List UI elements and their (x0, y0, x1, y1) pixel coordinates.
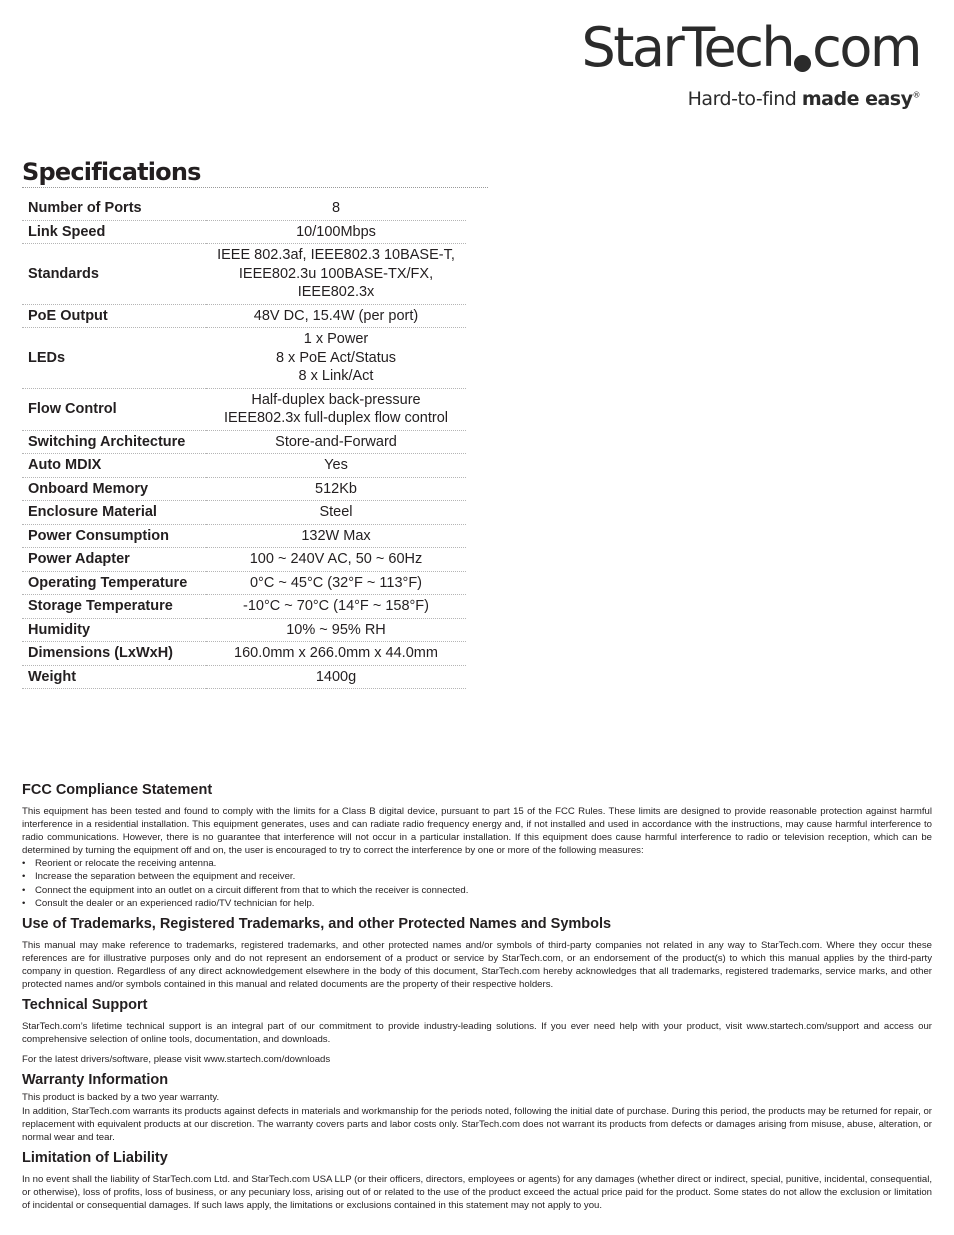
liability-heading: Limitation of Liability (22, 1149, 168, 1166)
warranty-line1: This product is backed by a two year warranty. (22, 1092, 220, 1104)
list-item: • Consult the dealer or an experienced radio/TV technician for help. (22, 897, 932, 910)
spec-value (206, 524, 466, 548)
legal-section (22, 781, 932, 1212)
spec-value-line: 8 x PoE Act/Status (275, 349, 397, 366)
spec-label: Weight (22, 665, 206, 689)
tagline-bold: made easy (801, 88, 913, 110)
fcc-body: This equipment has been tested and found to comply with the limits for a Class B digital device, pursuant to part 15 of the FCC Rules. These limits are designed to provide reasonable protection against harmful interference in a residential installation. This equipment generates, uses and can radiate radio frequency energy and, if not installed and used in accordance with the instructions, may cause harmful interference to radio communications. However, there is no guarantee that interference will not occur in a particular installation. If this equipment does cause harmful interference to radio or television reception, which can be determined by turning the equipment off and on, the user is encouraged to try to correct the interference by one or more of the following measures: (22, 806, 932, 857)
table-row (22, 220, 466, 244)
fcc-section (22, 781, 932, 910)
logo-dot-icon (794, 55, 811, 72)
spec-label: Dimensions (LxWxH) (22, 642, 206, 666)
trademarks-section (22, 915, 932, 991)
spec-value-line: IEEE 802.3af, IEEE802.3 10BASE-T, (217, 247, 455, 263)
liability-section (22, 1149, 932, 1212)
logo-name-part2: com (812, 16, 920, 79)
spec-value-line: -10°C ~ 70°C (14°F ~ 158°F) (243, 598, 429, 614)
support-heading: Technical Support (22, 997, 148, 1014)
spec-value (206, 328, 466, 389)
spec-value-line: Steel (319, 504, 353, 520)
spec-value-line: Half-duplex back-pressure (251, 391, 421, 408)
spec-value-line: 8 (331, 200, 341, 216)
spec-value-line: 512Kb (315, 480, 357, 497)
spec-label: Flow Control (22, 388, 206, 430)
spec-value-line: 48V DC, 15.4W (per port) (253, 307, 419, 324)
logo-wordmark (581, 18, 920, 78)
spec-value-line: 1400g (315, 668, 357, 685)
spec-value (206, 244, 466, 305)
spec-value-line: 8 x Link/Act (298, 368, 374, 384)
spec-label: Auto MDIX (22, 454, 206, 478)
spec-value (206, 548, 466, 572)
spec-label: Switching Architecture (22, 430, 206, 454)
spec-label: Onboard Memory (22, 477, 206, 501)
spec-value-line: 10/100Mbps (296, 223, 376, 240)
fcc-heading: FCC Compliance Statement (22, 782, 213, 798)
table-row (22, 388, 466, 430)
spec-value (206, 618, 466, 642)
spec-value-line: Store-and-Forward (275, 433, 397, 450)
liability-body: In no event shall the liability of StarTech.com Ltd. and StarTech.com USA LLP (or their officers, directors, employees or agents) for any damages (whether direct or indirect, special, punitive, incidental, consequential, or otherwise), loss of profits, loss of business, or any pecuniary loss, arising out of or related to the use of the product exceed the actual price paid for the product. Some states do not allow the exclusion or limitation of incidental or consequential damages. If such laws apply, the limitations or exclusions contained in this statement may not apply to you. (22, 1173, 932, 1211)
warranty-body: In addition, StarTech.com warrants its products against defects in materials and workmanship for the periods noted, following the initial date of purchase. During this period, the products may be returned for repair, or replacement with equivalent products at our discretion. The warranty covers parts and labor costs only. StarTech.com does not warrant its products from defects or damages arising from misuse, abuse, alteration, or normal wear and tear. (22, 1105, 932, 1143)
spec-value-line: Yes (324, 457, 348, 473)
spec-value (206, 220, 466, 244)
spec-value (206, 571, 466, 595)
spec-value (206, 642, 466, 666)
fcc-measures-list (22, 857, 932, 909)
spec-label: Enclosure Material (22, 501, 206, 525)
support-drivers: For the latest drivers/software, please visit www.startech.com/downloads (22, 1054, 331, 1066)
table-row (22, 197, 466, 220)
table-row (22, 304, 466, 328)
spec-label: Number of Ports (22, 197, 206, 220)
logo-name-part1: StarTech (581, 16, 794, 79)
list-item: • Increase the separation between the equipment and receiver. (22, 870, 932, 883)
table-row (22, 665, 466, 689)
spec-label: Power Consumption (22, 524, 206, 548)
table-row (22, 642, 466, 666)
logo-tagline (581, 88, 920, 110)
spec-value (206, 595, 466, 619)
tagline-regular: Hard-to-find (687, 88, 797, 110)
spec-value-line: IEEE802.3u 100BASE-TX/FX, IEEE802.3x (238, 265, 434, 300)
spec-label: Operating Temperature (22, 571, 206, 595)
spec-label: Humidity (22, 618, 206, 642)
table-row (22, 328, 466, 389)
spec-label: Power Adapter (22, 548, 206, 572)
trademarks-heading: Use of Trademarks, Registered Trademarks, and other Protected Names and Symbols (22, 915, 612, 932)
spec-value (206, 197, 466, 220)
spec-value (206, 430, 466, 454)
table-row (22, 571, 466, 595)
list-item: • Reorient or relocate the receiving antenna. (22, 857, 932, 870)
table-row (22, 618, 466, 642)
specifications-table (22, 197, 466, 689)
table-row (22, 454, 466, 478)
spec-value (206, 304, 466, 328)
spec-value-line: 100 ~ 240V AC, 50 ~ 60Hz (249, 551, 423, 567)
spec-value-line: 0°C ~ 45°C (32°F ~ 113°F) (249, 574, 423, 591)
spec-value-line: 160.0mm x 266.0mm x 44.0mm (234, 645, 438, 661)
warranty-section (22, 1071, 932, 1143)
table-row (22, 430, 466, 454)
specifications-title: Specifications (22, 157, 488, 188)
table-row (22, 524, 466, 548)
spec-label: LEDs (22, 328, 206, 389)
spec-value (206, 454, 466, 478)
table-row (22, 244, 466, 305)
spec-value (206, 665, 466, 689)
startech-logo (581, 18, 920, 110)
table-row (22, 501, 466, 525)
spec-value-line: IEEE802.3x full-duplex flow control (223, 410, 449, 426)
spec-value (206, 388, 466, 430)
spec-value-line: 132W Max (301, 527, 371, 544)
registered-mark: ® (912, 90, 920, 100)
spec-label: Storage Temperature (22, 595, 206, 619)
support-section (22, 996, 932, 1066)
support-body: StarTech.com’s lifetime technical support is an integral part of our commitment to provide industry-leading solutions. If you ever need help with your product, visit www.startech.com/support and access our comprehensive selection of online tools, documentation, and downloads. (22, 1021, 932, 1046)
spec-value-line: 1 x Power (303, 331, 369, 347)
spec-value-line: 10% ~ 95% RH (286, 621, 386, 638)
list-item: • Connect the equipment into an outlet on a circuit different from that to which the receiver is connected. (22, 884, 932, 897)
spec-value (206, 477, 466, 501)
table-row (22, 548, 466, 572)
warranty-heading: Warranty Information (22, 1072, 169, 1089)
spec-value (206, 501, 466, 525)
trademarks-body: This manual may make reference to trademarks, registered trademarks, and other protected names and/or symbols of third-party companies not related in any way to StarTech.com. Where they occur these references are for illustrative purposes only and do not represent an endorsement of a product or service by StarTech.com, or an endorsement of the product(s) to which this manual applies by the third-party company in question. Regardless of any direct acknowledgement elsewhere in the body of this document, StarTech.com hereby acknowledges that all trademarks, registered trademarks, service marks, and other protected names and/or symbols contained in this manual and related documents are the property of their respective holders. (22, 939, 932, 991)
spec-label: PoE Output (22, 304, 206, 328)
table-row (22, 477, 466, 501)
spec-label: Link Speed (22, 220, 206, 244)
table-row (22, 595, 466, 619)
spec-label: Standards (22, 244, 206, 305)
